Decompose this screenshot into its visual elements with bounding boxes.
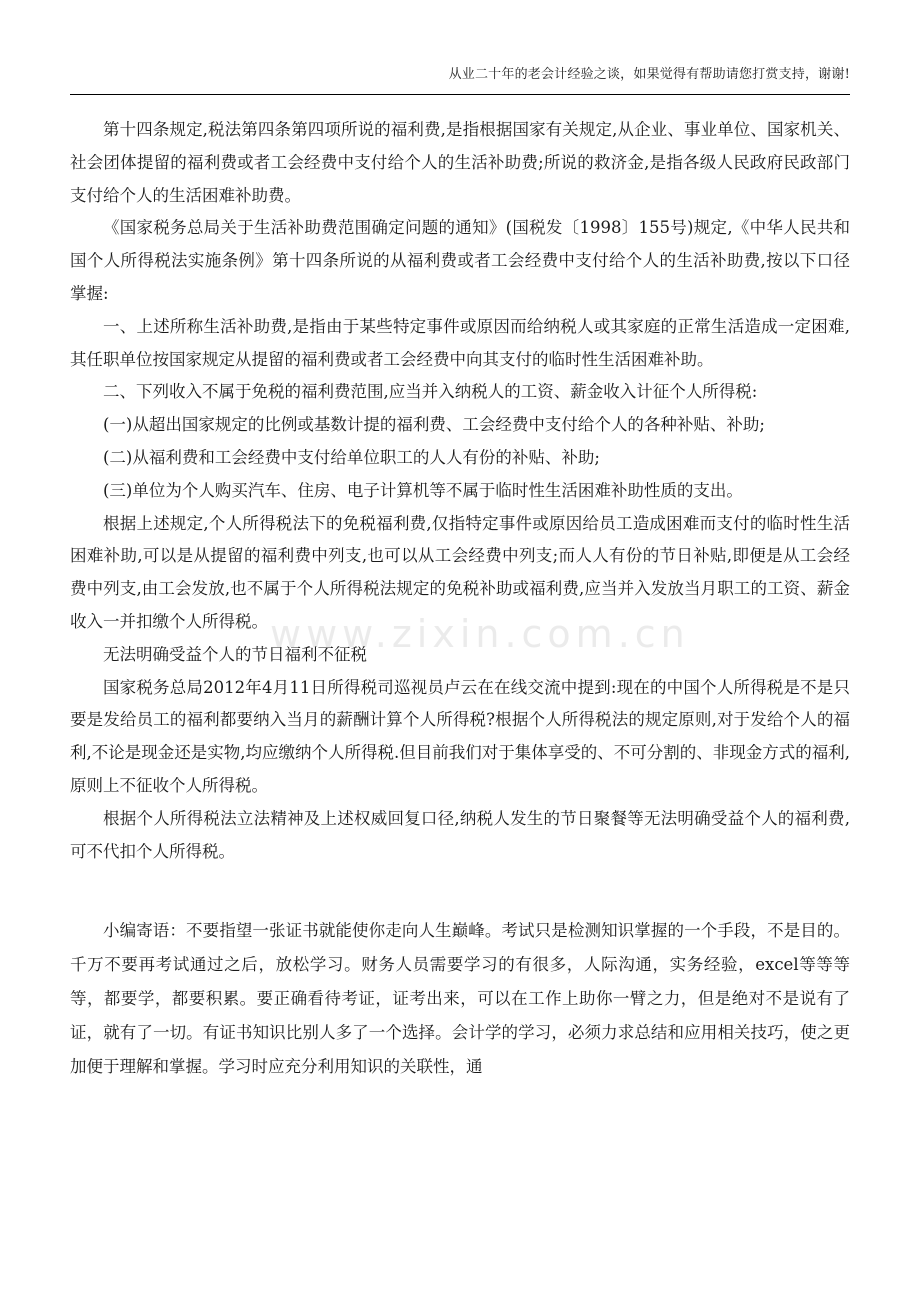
header-divider [70,94,850,95]
document-body [70,114,850,1084]
paragraph-official-reply: 国家税务总局2012年4月11日所得税司巡视员卢云在在线交流中提到:现在的中国个人所得税是不是只要是发给员工的福利都要纳入当月的薪酬计算个人所得税?根据个人所得税法的规定原则,对于发给个人的福利,不论是现金还是实物,均应缴纳个人所得税.但目前我们对于集体享受的、不可分割的、非现金方式的福利,原则上不征收个人所得税。 [70,677,850,795]
paragraph-subitem-2: (二)从福利费和工会经费中支付给单位职工的人人有份的补贴、补助; [103,447,600,467]
section-gap [70,868,850,914]
section-heading-holiday-welfare: 无法明确受益个人的节日福利不征税 [103,644,367,664]
paragraph-subitem-3: (三)单位为个人购买汽车、住房、电子计算机等不属于临时性生活困难补助性质的支出。 [103,480,743,500]
paragraph-subitem-1: (一)从超出国家规定的比例或基数计提的福利费、工会经费中支付给个人的各种补贴、补助; [103,415,765,435]
paragraph-conclusion: 根据个人所得税法立法精神及上述权威回复口径,纳税人发生的节日聚餐等无法明确受益个人的福利费,可不代扣个人所得税。 [70,808,850,861]
editor-note: 小编寄语：不要指望一张证书就能使你走向人生巅峰。考试只是检测知识掌握的一个手段，不是目的。千万不要再考试通过之后，放松学习。财务人员需要学习的有很多，人际沟通，实务经验，excel等等等等，都要学，都要积累。要正确看待考证，证考出来，可以在工作上助你一臂之力，但是绝对不是说有了证，就有了一切。有证书知识比别人多了一个选择。会计学的学习，必须力求总结和应用相关技巧，使之更加便于理解和掌握。学习时应充分利用知识的关联性，通 [70,921,850,1077]
paragraph-notice-citation: 《国家税务总局关于生活补助费范围确定问题的通知》(国税发〔1998〕155号)规定,《中华人民共和国个人所得税法实施条例》第十四条所说的从福利费或者工会经费中支付给个人的生活补助费,按以下口径掌握: [70,218,850,303]
watermark: www.zixin.com.cn [270,612,690,656]
paragraph-analysis: 根据上述规定,个人所得税法下的免税福利费,仅指特定事件或原因给员工造成困难而支付的临时性生活困难补助,可以是从提留的福利费中列支,也可以从工会经费中列支;而人人有份的节日补贴,即便是从工会经费中列支,由工会发放,也不属于个人所得税法规定的免税补助或福利费,应当并入发放当月职工的工资、薪金收入一并扣缴个人所得税。 [70,513,850,631]
paragraph-item-1: 一、上述所称生活补助费,是指由于某些特定事件或原因而给纳税人或其家庭的正常生活造成一定困难,其任职单位按国家规定从提留的福利费或者工会经费中向其支付的临时性生活困难补助。 [70,316,850,369]
page-header-note: 从业二十年的老会计经验之谈，如果觉得有帮助请您打赏支持，谢谢! [448,67,850,82]
paragraph-item-2: 二、下列收入不属于免税的福利费范围,应当并入纳税人的工资、薪金收入计征个人所得税: [103,382,758,402]
paragraph-article-14: 第十四条规定,税法第四条第四项所说的福利费,是指根据国家有关规定,从企业、事业单位、国家机关、社会团体提留的福利费或者工会经费中支付给个人的生活补助费;所说的救济金,是指各级人民政府民政部门支付给个人的生活困难补助费。 [70,120,850,205]
